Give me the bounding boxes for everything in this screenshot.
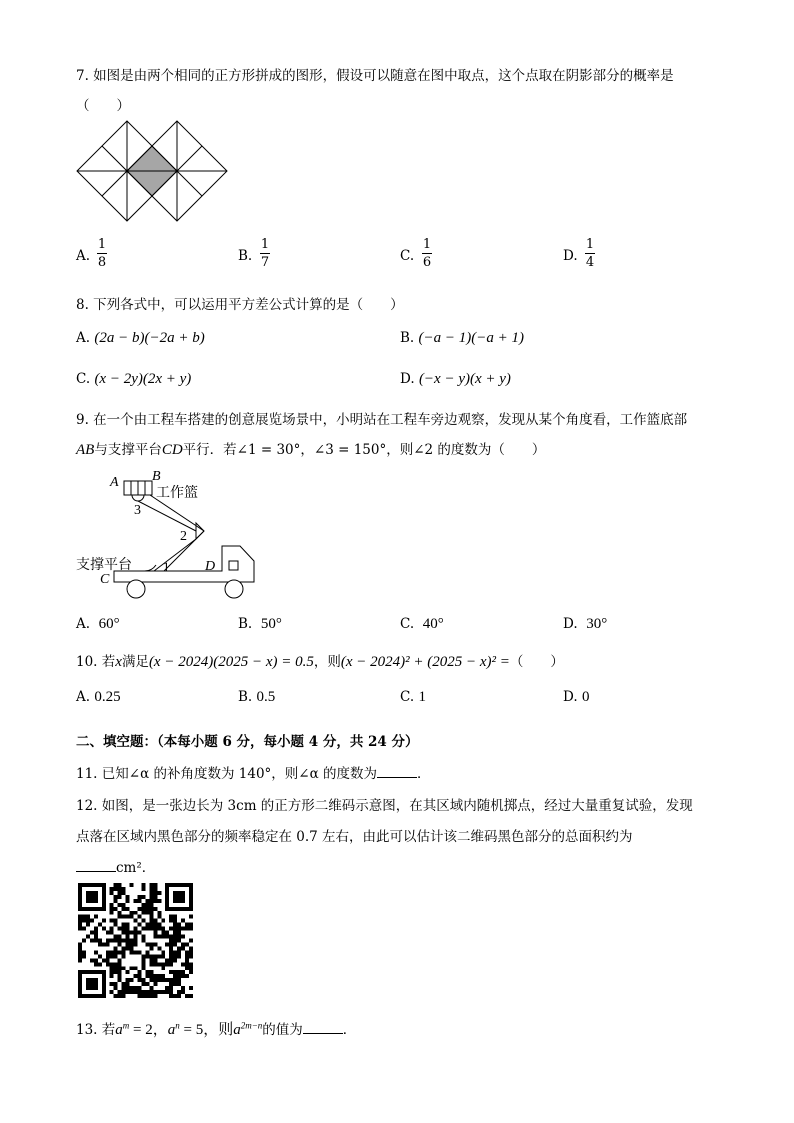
q9-label-D: D: [205, 559, 216, 574]
q9-line2: AB与支撑平台CD平行．若∠1 = 30°，∠3 = 150°，则∠2 的度数为（ ）: [76, 442, 546, 458]
q8-text: 8. 下列各式中，可以运用平方差公式计算的是（ ）: [76, 297, 404, 313]
q9-arm-lower: [154, 539, 196, 571]
q9-label-3: 3: [134, 503, 141, 518]
q12-line3: cm²．: [76, 856, 155, 876]
q7-option-c-fraction: 1 6: [422, 237, 432, 270]
q9-label-2: 2: [180, 529, 187, 544]
q9-label-C: C: [100, 572, 110, 587]
q7-option-a-letter[interactable]: A.: [76, 248, 91, 264]
q9-option-b[interactable]: B. 50°: [238, 616, 282, 632]
q7-option-b-fraction: 1 7: [260, 237, 270, 270]
q7-option-a-fraction: 1 8: [97, 237, 107, 270]
q12-line2: 点落在区域内黑色部分的频率稳定在 0.7 左右，由此可以估计该二维码黑色部分的总面积约为: [76, 829, 633, 845]
q7-figure: [76, 120, 230, 222]
q12-line1: 12. 如图，是一张边长为 3cm 的正方形二维码示意图，在其区域内随机掷点，经过大量重复试验，发现: [76, 798, 693, 814]
q13-text: 13. 若$a^m = 2$，$a^n = 5$，则$a^{2m-n}$的值为 ．: [76, 1020, 357, 1038]
q10-text: 10. 若x满足(x − 2024)(2025 − x) = 0.5，则(x − 2024)² + (2025 − x)² =（ ）: [76, 654, 564, 670]
q8-option-d[interactable]: D. (−x − y)(x + y): [400, 371, 511, 387]
q12-answer-blank[interactable]: [76, 859, 116, 872]
q7-option-d-fraction: 1 4: [585, 237, 595, 270]
q8-option-b[interactable]: B. (−a − 1)(−a + 1): [400, 330, 524, 346]
q9-label-basket: 工作篮: [156, 485, 198, 501]
q7-option-d-letter[interactable]: D.: [563, 248, 578, 264]
q9-label-A: A: [110, 475, 119, 490]
q8-option-c[interactable]: C. (x − 2y)(2x + y): [76, 371, 192, 387]
q12-qr-code-image: [77, 883, 194, 998]
q9-label-platform: 支撑平台: [76, 557, 132, 573]
q11-answer-blank[interactable]: [377, 765, 417, 778]
q7-paren: （ ）: [76, 98, 130, 114]
q11-text: 11. 已知∠α 的补角度数为 140°，则∠α 的度数为 ．: [76, 766, 431, 782]
section-2-heading: 二、填空题：（本每小题 6 分，每小题 4 分，共 24 分）: [76, 734, 419, 750]
q9-label-B: B: [152, 469, 161, 484]
q9-option-d[interactable]: D. 30°: [563, 616, 608, 632]
q13-answer-blank[interactable]: [303, 1021, 343, 1034]
q9-line1: 9. 在一个由工程车搭建的创意展览场景中，小明站在工程车旁边观察，发现从某个角度看，工作篮底部: [76, 412, 688, 428]
q7-text: 7. 如图是由两个相同的正方形拼成的图形，假设可以随意在图中取点，这个点取在阴影部分的概率是: [76, 68, 674, 84]
q10-option-c[interactable]: C. 1: [400, 689, 426, 705]
q7-option-c-letter[interactable]: C.: [400, 248, 415, 264]
q9-option-c[interactable]: C. 40°: [400, 616, 444, 632]
q8-option-a[interactable]: A. (2a − b)(−2a + b): [76, 330, 205, 346]
q7-option-b-letter[interactable]: B.: [238, 248, 253, 264]
q10-option-d[interactable]: D. 0: [563, 689, 590, 705]
q9-figure: [74, 468, 264, 604]
q9-option-a[interactable]: A. 60°: [76, 616, 120, 632]
q10-option-a[interactable]: A. 0.25: [76, 689, 121, 705]
q10-option-b[interactable]: B. 0.5: [238, 689, 276, 705]
q9-label-1: 1: [163, 559, 170, 574]
